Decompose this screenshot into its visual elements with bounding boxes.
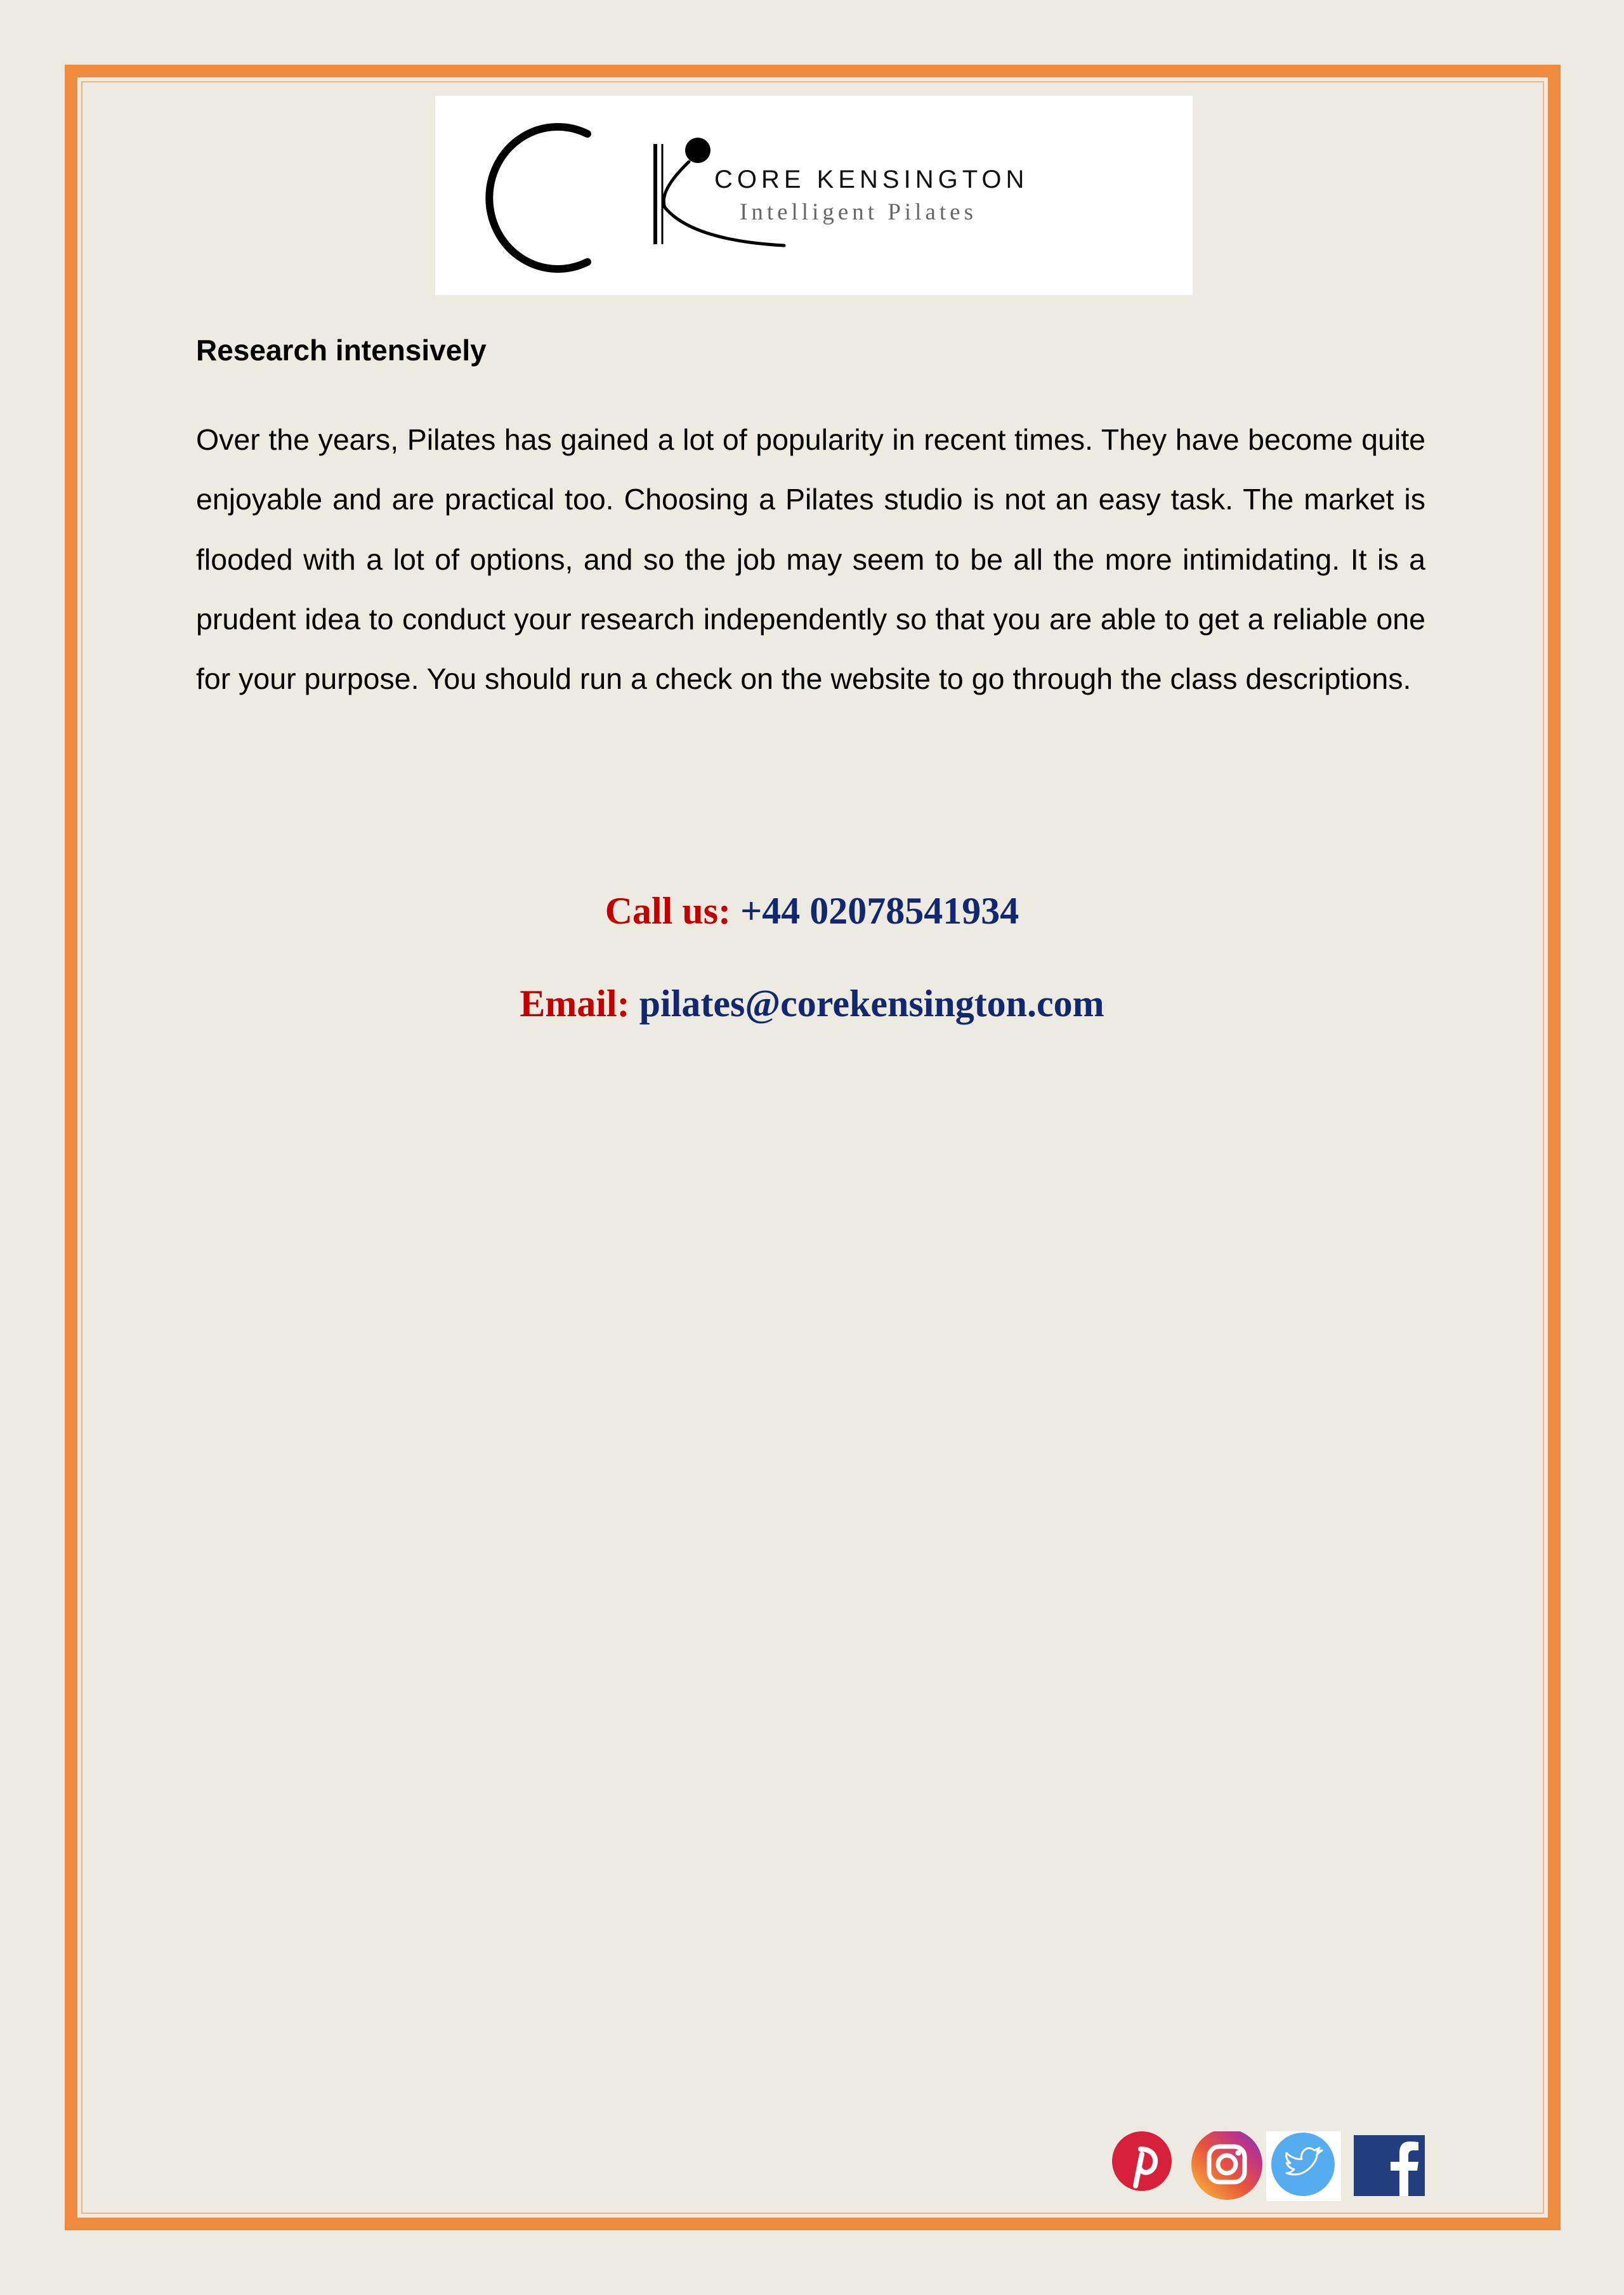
logo-mark (435, 96, 1193, 295)
email-label: Email (520, 983, 617, 1024)
section-paragraph: Over the years, Pilates has gained a lot of popularity in recent times. They have become quite enjoyable and are practical too. Choosing a Pilates studio is not an easy task. The market is flooded with a lot of options, and so the job may seem to be all the more intimidating. It is a prudent idea to conduct your research independently so that you are able to get a reliable one for your purpose. You should run a check on the website to go through the class descriptions. (196, 423, 1425, 696)
email-address[interactable]: pilates@corekensington.com (639, 983, 1104, 1024)
logo-tagline: Intelligent Pilates (740, 199, 977, 225)
twitter-icon[interactable] (1266, 2131, 1341, 2201)
page-border (65, 65, 1561, 2230)
pinterest-icon[interactable] (1110, 2131, 1174, 2201)
phone-number[interactable]: +44 02078541934 (740, 890, 1019, 932)
facebook-icon[interactable] (1351, 2131, 1427, 2201)
logo (435, 96, 1193, 295)
section-heading: Research intensively (196, 334, 487, 367)
page-border-inner (81, 81, 1544, 2214)
contact-email: Email: pilates@corekensington.com (520, 983, 1104, 1024)
contact-call: Call us: +44 02078541934 (605, 890, 1019, 932)
instagram-icon[interactable] (1189, 2131, 1265, 2201)
call-label: Call us (605, 890, 719, 932)
logo-name: CORE KENSINGTON (714, 166, 1029, 193)
